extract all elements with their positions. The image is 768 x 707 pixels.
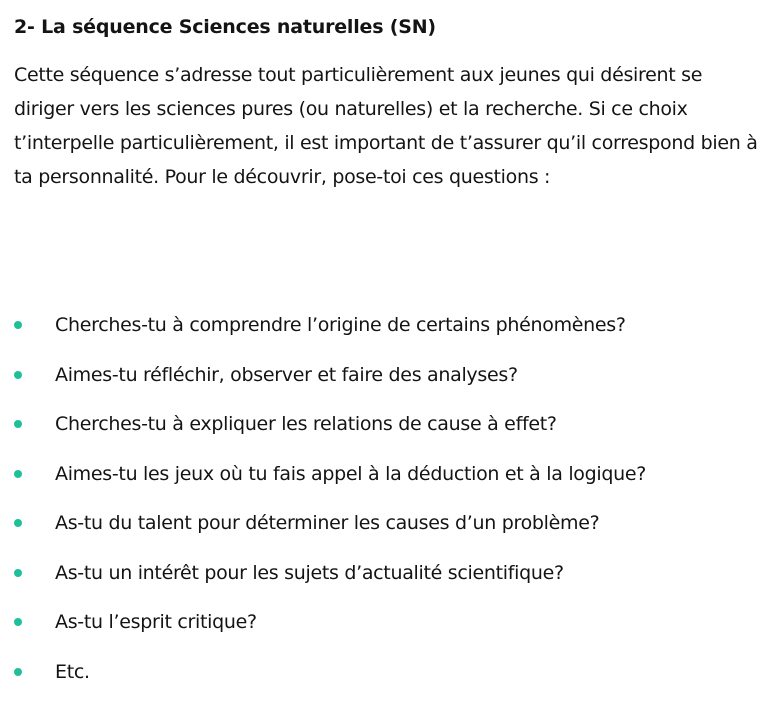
- question-list: [14, 308, 758, 704]
- list-item-text: Aimes-tu réfléchir, observer et faire des analyses?: [55, 363, 518, 386]
- bullet-icon: [14, 321, 22, 329]
- article-section: [14, 10, 758, 194]
- list-item-text: Cherches-tu à expliquer les relations de cause à effet?: [55, 413, 557, 435]
- list-item: [14, 358, 758, 408]
- list-item-text: Cherches-tu à comprendre l’origine de certains phénomènes?: [55, 314, 626, 336]
- bullet-icon: [14, 668, 22, 676]
- section-heading: 2- La séquence Sciences naturelles (SN): [14, 16, 436, 38]
- bullet-icon: [14, 470, 22, 478]
- list-item: [14, 457, 758, 507]
- list-item-text: As-tu un intérêt pour les sujets d’actualité scientifique?: [55, 561, 564, 584]
- list-item: [14, 407, 758, 457]
- bullet-icon: [14, 569, 22, 577]
- list-item: [14, 556, 758, 606]
- list-item: [14, 308, 758, 358]
- list-item: [14, 655, 758, 705]
- list-item-text: Aimes-tu les jeux où tu fais appel à la déduction et à la logique?: [55, 462, 647, 485]
- bullet-icon: [14, 371, 22, 379]
- list-item: [14, 506, 758, 556]
- list-item-text: Etc.: [55, 660, 90, 683]
- list-item-text: As-tu l’esprit critique?: [55, 611, 257, 633]
- list-item-text: As-tu du talent pour déterminer les causes d’un problème?: [55, 512, 600, 534]
- bullet-icon: [14, 420, 22, 428]
- bullet-icon: [14, 618, 22, 626]
- list-item: [14, 605, 758, 655]
- intro-paragraph: Cette séquence s’adresse tout particulièrement aux jeunes qui désirent se diriger vers les sciences pures (ou naturelles) et la recherche. Si ce choix t’interpelle particulièrement, il est important de t’assurer qu’il correspond bien à ta personnalité. Pour le découvrir, pose-toi ces questions :: [14, 64, 758, 188]
- bullet-icon: [14, 519, 22, 527]
